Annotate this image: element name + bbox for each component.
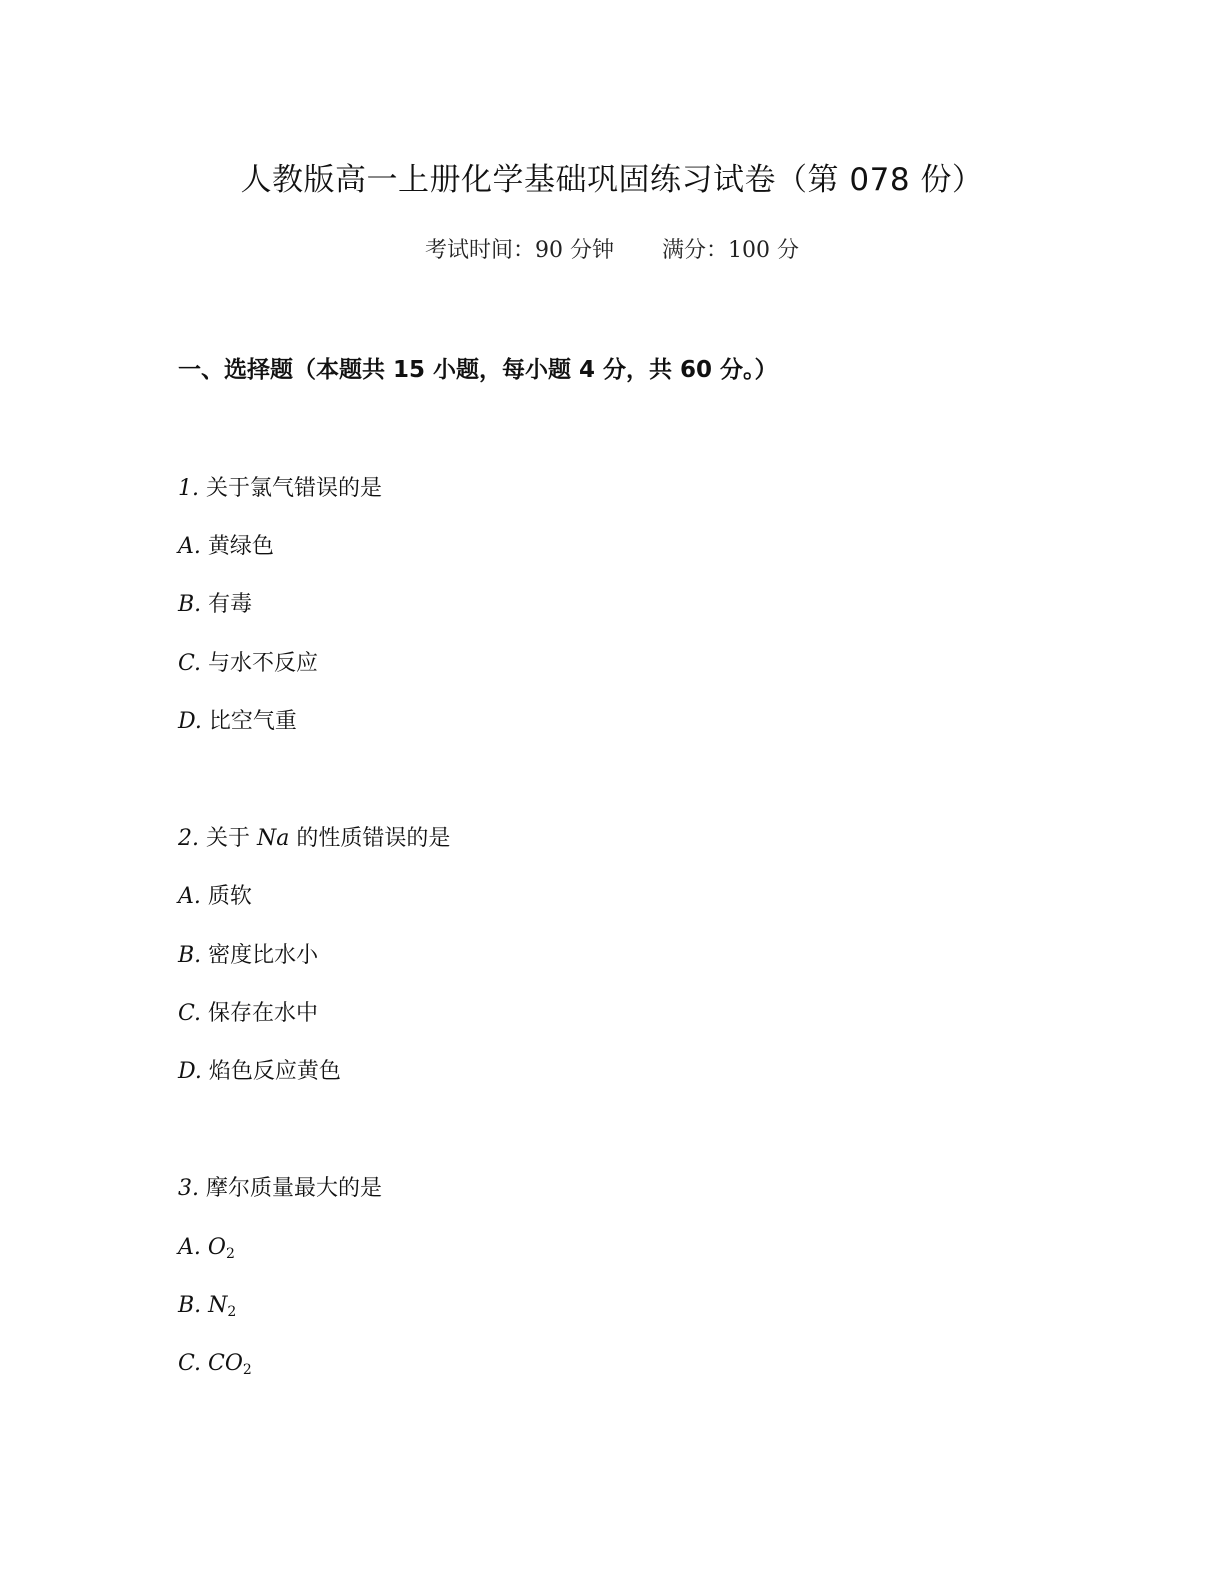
- question-stem: [178, 1174, 382, 1204]
- option-letter: A.: [178, 1235, 201, 1260]
- option-item: [178, 882, 252, 912]
- option-letter: C.: [178, 651, 202, 676]
- option-text: 与水不反应: [208, 651, 319, 676]
- chemical-formula: [208, 1235, 235, 1260]
- page-title: 人教版高一上册化学基础巩固练习试卷（第 078 份）: [240, 162, 984, 198]
- exam-time: 考试时间：90 分钟: [425, 238, 614, 263]
- question-text: 关于氯气错误的是: [206, 476, 383, 501]
- option-text: 保存在水中: [208, 1001, 319, 1026]
- section-heading: 一、选择题（本题共 15 小题，每小题 4 分，共 60 分。）: [178, 357, 778, 383]
- question-stem: [178, 474, 382, 504]
- question-stem: [178, 824, 450, 854]
- exam-score: 满分：100 分: [662, 238, 799, 263]
- option-item: [178, 999, 318, 1029]
- option-item: [178, 941, 318, 971]
- option-text: 质软: [207, 884, 252, 909]
- option-letter: A.: [178, 534, 201, 559]
- option-letter: C.: [178, 1001, 202, 1026]
- option-letter: D.: [178, 1059, 202, 1084]
- option-letter: B.: [178, 1293, 202, 1318]
- question-number: 1.: [178, 476, 199, 501]
- formula-subscript: 2: [227, 1304, 237, 1320]
- question-text: 摩尔质量最大的是: [206, 1176, 383, 1201]
- formula-base: CO: [208, 1351, 243, 1376]
- formula-subscript: 2: [242, 1362, 252, 1378]
- chemical-formula: Na: [257, 826, 290, 851]
- formula-base: N: [208, 1293, 228, 1318]
- question-number: 2.: [178, 826, 199, 851]
- option-item: [178, 1233, 235, 1269]
- option-item: [178, 532, 274, 562]
- option-letter: B.: [178, 592, 202, 617]
- option-item: [178, 1291, 236, 1327]
- option-letter: C.: [178, 1351, 202, 1376]
- option-letter: A.: [178, 884, 201, 909]
- option-text: 有毒: [208, 592, 253, 617]
- option-item: [178, 707, 297, 737]
- option-item: [178, 649, 318, 679]
- option-text: 黄绿色: [207, 534, 274, 559]
- question-text: 关于: [206, 826, 251, 851]
- option-letter: B.: [178, 943, 202, 968]
- question-number: 3.: [178, 1176, 199, 1201]
- chemical-formula: [208, 1293, 236, 1318]
- formula-base: O: [207, 1235, 226, 1260]
- exam-info: [0, 236, 1224, 266]
- option-letter: D.: [178, 709, 202, 734]
- chemical-formula: [208, 1351, 252, 1376]
- question-text: 的性质错误的是: [296, 826, 451, 851]
- option-text: 密度比水小: [208, 943, 319, 968]
- option-item: [178, 1057, 341, 1087]
- option-text: 比空气重: [208, 709, 297, 734]
- option-item: [178, 1349, 252, 1385]
- option-text: 焰色反应黄色: [208, 1059, 341, 1084]
- formula-subscript: 2: [225, 1246, 235, 1262]
- option-item: [178, 590, 252, 620]
